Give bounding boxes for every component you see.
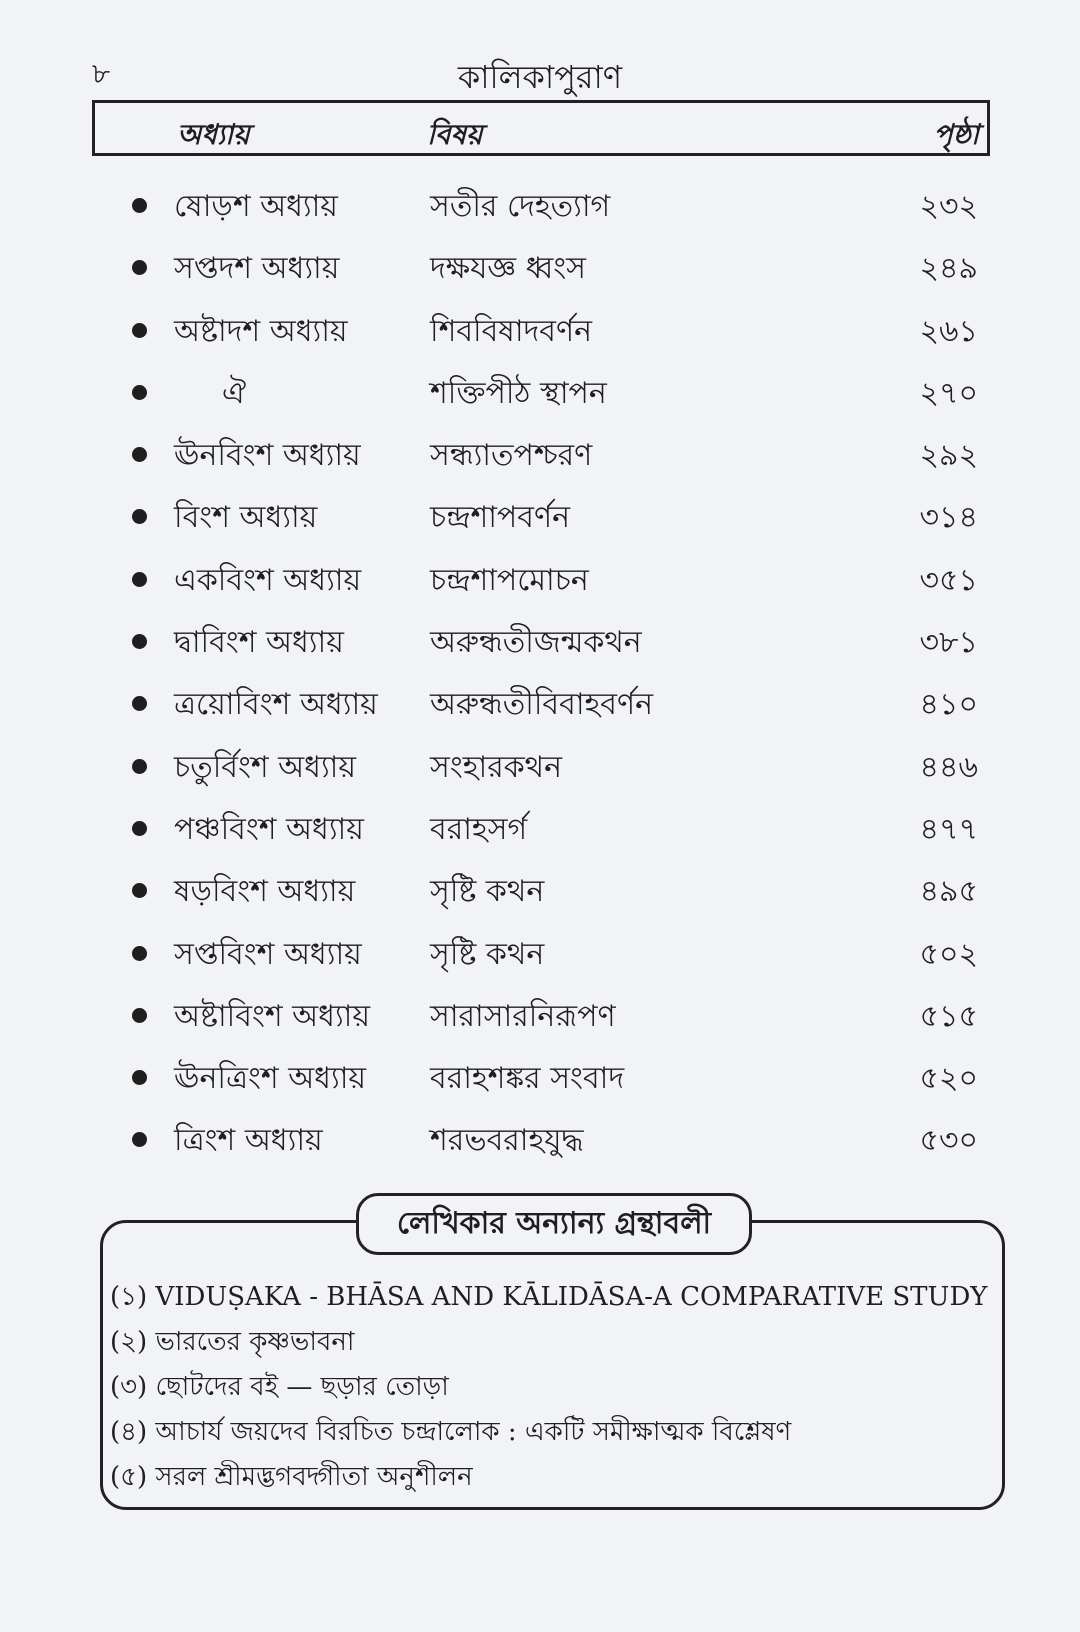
- row-subject: দক্ষযজ্ঞ ধ্বংস: [430, 251, 586, 287]
- bullet-icon: [132, 260, 147, 275]
- row-chapter: ষড়বিংশ অধ্যায়: [174, 874, 356, 910]
- contents-row: [0, 922, 1080, 984]
- contents-row: [0, 1046, 1080, 1108]
- row-subject: সংহারকথন: [430, 749, 563, 785]
- row-page: ৫২০: [919, 1061, 978, 1097]
- row-subject: বরাহশঙ্কর সংবাদ: [430, 1061, 625, 1097]
- bullet-icon: [132, 198, 147, 213]
- bullet-icon: [132, 323, 147, 338]
- work-item: (৩) ছোটদের বই — ছড়ার তোড়া: [110, 1372, 449, 1402]
- bullet-icon: [132, 1008, 147, 1023]
- row-page: ৩৮১: [919, 625, 978, 661]
- bullet-icon: [132, 696, 147, 711]
- bullet-icon: [132, 509, 147, 524]
- row-subject: সন্ধ্যাতপশ্চরণ: [430, 438, 593, 474]
- row-page: ২৪৯: [919, 251, 978, 287]
- header-page: পৃষ্ঠা: [933, 118, 979, 151]
- row-chapter: ত্রয়োবিংশ অধ্যায়: [174, 687, 378, 723]
- bullet-icon: [132, 385, 147, 400]
- row-page: ৪৭৭: [919, 811, 978, 847]
- running-head-title: কালিকাপুরাণ: [457, 58, 623, 96]
- row-page: ৩৫১: [919, 562, 978, 598]
- bullet-icon: [132, 572, 147, 587]
- row-chapter: চতুর্বিংশ অধ্যায়: [174, 749, 357, 785]
- row-page: ৫৩০: [919, 1123, 978, 1159]
- row-chapter: একবিংশ অধ্যায়: [174, 562, 362, 598]
- row-subject: শক্তিপীঠ স্থাপন: [430, 375, 607, 411]
- contents-row: [0, 236, 1080, 298]
- table-header: [92, 100, 990, 156]
- row-chapter: সপ্তবিংশ অধ্যায়: [174, 936, 362, 972]
- row-page: ২৭০: [919, 375, 978, 411]
- bullet-icon: [132, 883, 147, 898]
- other-works-title: লেখিকার অন্যান্য গ্রন্থাবলী: [356, 1193, 752, 1255]
- work-item: (৫) সরল শ্রীমদ্ভগবদ্গীতা অনুশীলন: [110, 1462, 473, 1492]
- row-subject: সারাসারনিরূপণ: [430, 998, 616, 1034]
- row-subject: সৃষ্টি কথন: [430, 874, 545, 910]
- row-subject: শরভবরাহযুদ্ধ: [430, 1123, 584, 1159]
- row-page: ৫০২: [919, 936, 978, 972]
- contents-row: [0, 299, 1080, 361]
- work-item: (২) ভারতের কৃষ্ণভাবনা: [110, 1327, 355, 1357]
- row-page: ৫১৫: [919, 998, 978, 1034]
- work-item: (১) VIDUṢAKA - BHĀSA AND KĀLIDĀSA-A COMPARATIVE STUDY: [110, 1282, 988, 1312]
- contents-row: [0, 485, 1080, 547]
- row-subject: অরুন্ধতীবিবাহবর্ণন: [430, 687, 654, 723]
- contents-row: [0, 797, 1080, 859]
- work-item: (৪) আচার্য জয়দেব বিরচিত চন্দ্রালোক : একটি সমীক্ষাত্মক বিশ্লেষণ: [110, 1417, 792, 1447]
- contents-row: [0, 984, 1080, 1046]
- row-chapter: দ্বাবিংশ অধ্যায়: [174, 625, 344, 661]
- contents-row: [0, 1108, 1080, 1170]
- row-subject: চন্দ্রশাপবর্ণন: [430, 500, 571, 536]
- row-chapter: সপ্তদশ অধ্যায়: [174, 251, 340, 287]
- bullet-icon: [132, 759, 147, 774]
- row-subject: বরাহসর্গ: [430, 811, 528, 847]
- contents-row: [0, 361, 1080, 423]
- row-chapter: অষ্টাবিংশ অধ্যায়: [174, 998, 371, 1034]
- row-page: ২৯২: [919, 438, 978, 474]
- other-works-list: [110, 1275, 1000, 1500]
- row-chapter: অষ্টাদশ অধ্যায়: [174, 313, 348, 349]
- contents-row: [0, 672, 1080, 734]
- bullet-icon: [132, 447, 147, 462]
- contents-row: [0, 423, 1080, 485]
- row-subject: শিববিষাদবর্ণন: [430, 313, 593, 349]
- row-subject: অরুন্ধতীজন্মকথন: [430, 625, 642, 661]
- page-number: ৮: [92, 57, 111, 90]
- row-subject: চন্দ্রশাপমোচন: [430, 562, 589, 598]
- row-chapter: ঊনবিংশ অধ্যায়: [174, 438, 361, 474]
- contents-row: [0, 610, 1080, 672]
- row-chapter: বিংশ অধ্যায়: [174, 500, 318, 536]
- row-chapter: ঊনত্রিংশ অধ্যায়: [174, 1061, 367, 1097]
- contents-row: [0, 735, 1080, 797]
- header-subject: বিষয়: [427, 118, 483, 151]
- row-subject: সৃষ্টি কথন: [430, 936, 545, 972]
- contents-row: [0, 859, 1080, 921]
- row-chapter: পঞ্চবিংশ অধ্যায়: [174, 811, 364, 847]
- row-chapter: ঐ: [222, 375, 247, 411]
- row-page: ৪১০: [919, 687, 978, 723]
- header-chapter: অধ্যায়: [177, 118, 250, 151]
- contents-row: [0, 174, 1080, 236]
- row-page: ২৬১: [919, 313, 978, 349]
- row-page: ৪৪৬: [919, 749, 978, 785]
- bullet-icon: [132, 1132, 147, 1147]
- row-page: ২৩২: [919, 189, 978, 224]
- row-page: ৩১৪: [919, 500, 978, 536]
- bullet-icon: [132, 946, 147, 961]
- row-chapter: ষোড়শ অধ্যায়: [174, 189, 338, 224]
- row-page: ৪৯৫: [919, 874, 978, 910]
- contents-list: [0, 174, 1080, 1171]
- contents-row: [0, 548, 1080, 610]
- bullet-icon: [132, 1070, 147, 1085]
- bullet-icon: [132, 634, 147, 649]
- row-chapter: ত্রিংশ অধ্যায়: [174, 1123, 323, 1159]
- bullet-icon: [132, 821, 147, 836]
- row-subject: সতীর দেহত্যাগ: [430, 189, 611, 224]
